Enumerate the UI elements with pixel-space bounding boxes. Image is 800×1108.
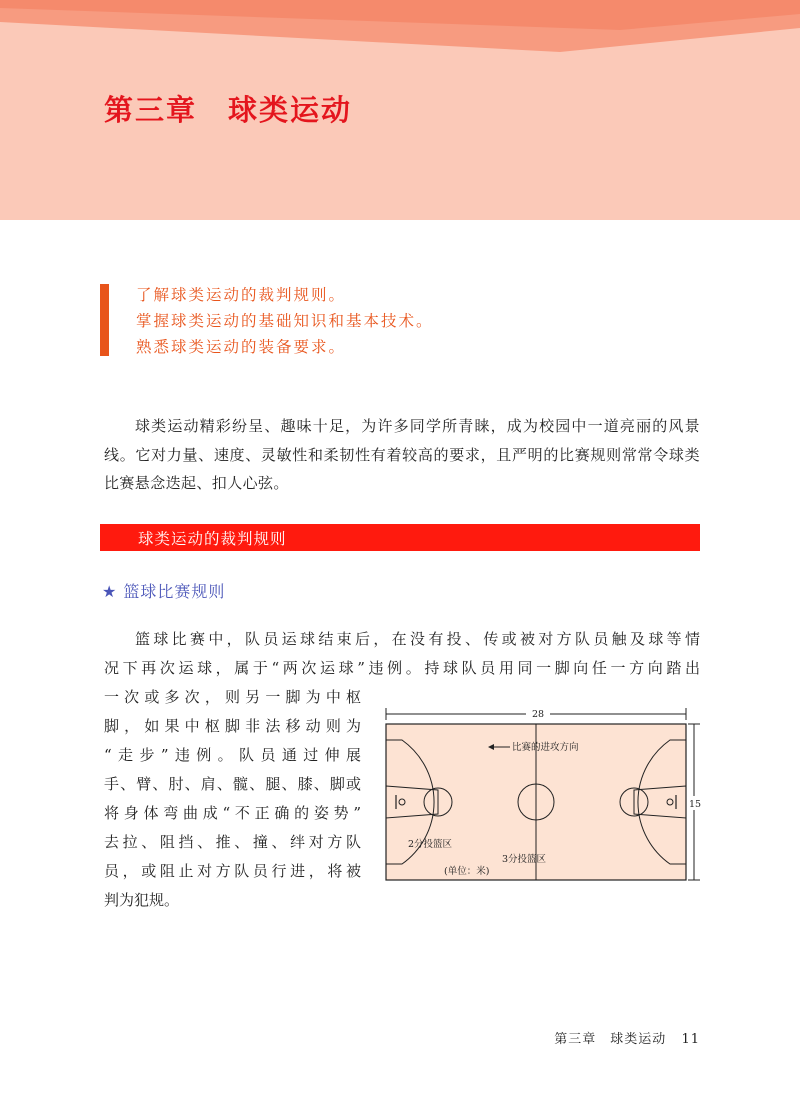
two-point-zone-label: 2分投篮区 (408, 839, 453, 850)
rules-paragraph-continued (104, 683, 361, 915)
paragraph-line: 判为犯规。 (104, 891, 180, 909)
page-number: 11 (681, 1032, 700, 1047)
subheading-basketball-rules: ★ 篮球比赛规则 (102, 582, 226, 601)
unit-label: (单位：米) (444, 866, 490, 877)
page-footer (544, 1028, 700, 1047)
section-heading-bar (100, 524, 700, 551)
paragraph-line: 员，或阻止对方队员行进，将被 (104, 862, 361, 880)
objective-item: 熟悉球类运动的装备要求。 (136, 338, 347, 356)
paragraph-line: 将身体弯曲成“不正确的姿势” (104, 804, 361, 822)
section-heading: 球类运动的裁判规则 (138, 530, 287, 548)
footer-chapter: 第三章 球类运动 (554, 1032, 667, 1047)
objectives-list (136, 282, 434, 360)
direction-label: 比赛的进攻方向 (512, 742, 579, 753)
objectives-accent-bar (100, 284, 109, 356)
intro-paragraph: 球类运动精彩纷呈、趣味十足，为许多同学所青睐，成为校园中一道亮丽的风景线。它对力量、速度、灵敏性和柔韧性有着较高的要求，且严明的比赛规则常常令球类比赛悬念迭起、扣人心弦。 (104, 417, 700, 492)
learning-objectives (100, 282, 700, 356)
header-decoration (0, 0, 800, 70)
paragraph-line: 一次或多次，则另一脚为中枢 (104, 688, 361, 706)
length-label: 28 (531, 709, 545, 720)
paragraph-line: 手、臂、肘、肩、髋、腿、膝、脚或 (104, 775, 361, 793)
chapter-header-band (0, 0, 800, 220)
three-point-zone-label: 3分投篮区 (502, 854, 547, 865)
paragraph-line: 去拉、阻挡、推、撞、绊对方队 (104, 833, 361, 851)
width-label: 15 (688, 799, 702, 810)
paragraph-line: “走步”违例。队员通过伸展 (104, 746, 361, 764)
paragraph-line: 篮球比赛中，队员运球结束后，在没有投、传或被对方队员触及球等情 (135, 630, 700, 648)
basketball-court-diagram (380, 702, 702, 888)
objective-item: 了解球类运动的裁判规则。 (136, 286, 347, 304)
rules-paragraph (104, 625, 700, 683)
chapter-title: 第三章 球类运动 (104, 93, 353, 127)
paragraph-line: 况下再次运球，属于“两次运球”违例。持球队员用同一脚向任一方向踏出 (104, 659, 700, 677)
paragraph-line: 脚，如果中枢脚非法移动则为 (104, 717, 361, 735)
objective-item: 掌握球类运动的基础知识和基本技术。 (136, 312, 434, 330)
